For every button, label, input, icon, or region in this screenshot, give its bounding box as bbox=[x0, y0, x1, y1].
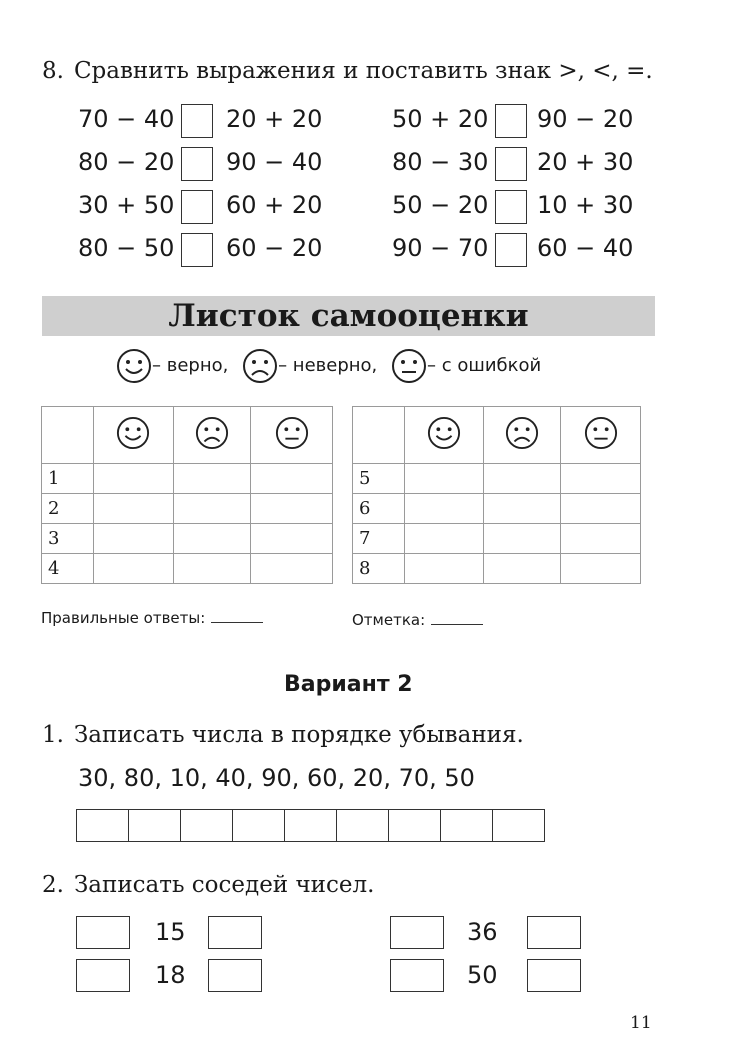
row-number: 1 bbox=[42, 464, 94, 494]
neighbor-number: 15 bbox=[155, 918, 186, 946]
compare-box[interactable] bbox=[495, 104, 527, 138]
neighbor-number: 50 bbox=[467, 961, 498, 989]
answer-cell[interactable] bbox=[285, 810, 337, 841]
table-cell[interactable] bbox=[251, 554, 333, 584]
smile-icon bbox=[116, 348, 152, 384]
table-row bbox=[353, 524, 641, 554]
row-number: 8 bbox=[353, 554, 405, 584]
number-sequence: 30, 80, 10, 40, 90, 60, 20, 70, 50 bbox=[78, 764, 475, 792]
task-8-heading bbox=[42, 58, 653, 84]
table-row bbox=[353, 464, 641, 494]
table-cell[interactable] bbox=[404, 464, 483, 494]
table-cell[interactable] bbox=[483, 524, 561, 554]
table-cell bbox=[353, 407, 405, 464]
neighbor-box[interactable] bbox=[76, 916, 130, 949]
task-number: 8. bbox=[42, 58, 64, 84]
row-number: 3 bbox=[42, 524, 94, 554]
expression: 30 + 50 bbox=[78, 191, 175, 219]
table-cell[interactable] bbox=[404, 494, 483, 524]
answer-cell[interactable] bbox=[441, 810, 493, 841]
task-number: 1. bbox=[42, 722, 64, 748]
face-legend bbox=[116, 348, 541, 384]
answer-cell[interactable] bbox=[493, 810, 544, 841]
smile-icon bbox=[427, 416, 461, 450]
answer-cell[interactable] bbox=[337, 810, 389, 841]
compare-box[interactable] bbox=[181, 104, 213, 138]
compare-box[interactable] bbox=[181, 147, 213, 181]
row-number: 2 bbox=[42, 494, 94, 524]
legend-correct: – верно, bbox=[152, 355, 229, 376]
expression: 60 − 40 bbox=[537, 234, 634, 262]
table-row bbox=[353, 494, 641, 524]
table-cell[interactable] bbox=[561, 494, 641, 524]
neutral-face-icon bbox=[584, 416, 618, 450]
expression: 60 + 20 bbox=[226, 191, 323, 219]
neighbor-box[interactable] bbox=[76, 959, 130, 992]
frown-icon bbox=[195, 416, 229, 450]
table-cell[interactable] bbox=[483, 464, 561, 494]
table-cell[interactable] bbox=[251, 464, 333, 494]
neighbor-box[interactable] bbox=[208, 916, 262, 949]
neighbor-number: 36 bbox=[467, 918, 498, 946]
compare-box[interactable] bbox=[495, 233, 527, 267]
task-title: Записать соседей чисел. bbox=[73, 872, 375, 898]
variant-title: Вариант 2 bbox=[284, 672, 413, 697]
answer-cell[interactable] bbox=[181, 810, 233, 841]
compare-box[interactable] bbox=[181, 233, 213, 267]
neighbor-number: 18 bbox=[155, 961, 186, 989]
neighbor-box[interactable] bbox=[208, 959, 262, 992]
table-cell[interactable] bbox=[251, 494, 333, 524]
row-number: 7 bbox=[353, 524, 405, 554]
table-row bbox=[42, 494, 333, 524]
expression: 60 − 20 bbox=[226, 234, 323, 262]
compare-box[interactable] bbox=[495, 147, 527, 181]
table-cell[interactable] bbox=[561, 464, 641, 494]
compare-box[interactable] bbox=[181, 190, 213, 224]
answer-cell[interactable] bbox=[77, 810, 129, 841]
expression: 70 − 40 bbox=[78, 105, 175, 133]
correct-answers-label: Правильные ответы: bbox=[41, 609, 206, 627]
neutral-face-icon bbox=[275, 416, 309, 450]
table-row bbox=[42, 464, 333, 494]
page-number: 11 bbox=[630, 1013, 652, 1033]
table-cell bbox=[483, 407, 561, 464]
table-cell[interactable] bbox=[93, 554, 173, 584]
answer-cell[interactable] bbox=[129, 810, 181, 841]
mark-label: Отметка: bbox=[352, 611, 426, 629]
row-number: 5 bbox=[353, 464, 405, 494]
neutral-face-icon bbox=[391, 348, 427, 384]
table-cell bbox=[42, 407, 94, 464]
row-number: 4 bbox=[42, 554, 94, 584]
table-row bbox=[42, 524, 333, 554]
table-cell[interactable] bbox=[93, 464, 173, 494]
expression: 80 − 20 bbox=[78, 148, 175, 176]
neighbor-box[interactable] bbox=[527, 916, 581, 949]
expression: 10 + 30 bbox=[537, 191, 634, 219]
table-cell[interactable] bbox=[173, 464, 251, 494]
legend-with-error: – с ошибкой bbox=[427, 355, 542, 376]
table-cell[interactable] bbox=[483, 494, 561, 524]
table-row bbox=[42, 554, 333, 584]
correct-answers-line[interactable] bbox=[211, 622, 263, 623]
table-cell[interactable] bbox=[173, 554, 251, 584]
table-cell[interactable] bbox=[173, 494, 251, 524]
table-cell bbox=[173, 407, 251, 464]
table-cell[interactable] bbox=[404, 554, 483, 584]
neighbor-box[interactable] bbox=[390, 916, 444, 949]
smile-icon bbox=[116, 416, 150, 450]
mark-line[interactable] bbox=[431, 624, 483, 625]
expression: 80 − 50 bbox=[78, 234, 175, 262]
compare-box[interactable] bbox=[495, 190, 527, 224]
expression: 90 − 40 bbox=[226, 148, 323, 176]
table-cell[interactable] bbox=[483, 554, 561, 584]
table-header-row bbox=[42, 407, 333, 464]
assessment-table-left bbox=[41, 406, 333, 584]
neighbor-box[interactable] bbox=[527, 959, 581, 992]
correct-answers-field bbox=[41, 609, 263, 627]
task-title: Записать числа в порядке убывания. bbox=[73, 722, 524, 748]
self-assessment-banner bbox=[42, 296, 655, 336]
answer-cell[interactable] bbox=[389, 810, 441, 841]
row-number: 6 bbox=[353, 494, 405, 524]
table-cell bbox=[404, 407, 483, 464]
task-2-heading bbox=[42, 872, 374, 898]
assessment-table-right bbox=[352, 406, 641, 584]
expression: 80 − 30 bbox=[392, 148, 489, 176]
expression: 90 − 70 bbox=[392, 234, 489, 262]
self-assessment-title: Листок самооценки bbox=[168, 298, 529, 334]
table-cell[interactable] bbox=[93, 524, 173, 554]
table-cell[interactable] bbox=[251, 524, 333, 554]
task-title: Сравнить выражения и поставить знак >, <, =. bbox=[73, 58, 653, 84]
frown-icon bbox=[242, 348, 278, 384]
table-cell[interactable] bbox=[561, 524, 641, 554]
expression: 20 + 20 bbox=[226, 105, 323, 133]
expression: 90 − 20 bbox=[537, 105, 634, 133]
expression: 50 + 20 bbox=[392, 105, 489, 133]
legend-incorrect: – неверно, bbox=[278, 355, 378, 376]
task-number: 2. bbox=[42, 872, 64, 898]
answer-strip bbox=[76, 809, 545, 842]
table-cell[interactable] bbox=[93, 494, 173, 524]
table-cell[interactable] bbox=[173, 524, 251, 554]
table-cell[interactable] bbox=[561, 554, 641, 584]
table-header-row bbox=[353, 407, 641, 464]
table-cell[interactable] bbox=[404, 524, 483, 554]
table-row bbox=[353, 554, 641, 584]
expression: 50 − 20 bbox=[392, 191, 489, 219]
expression: 20 + 30 bbox=[537, 148, 634, 176]
neighbor-box[interactable] bbox=[390, 959, 444, 992]
table-cell bbox=[251, 407, 333, 464]
table-cell bbox=[561, 407, 641, 464]
answer-cell[interactable] bbox=[233, 810, 285, 841]
mark-field bbox=[352, 611, 483, 629]
task-1-heading bbox=[42, 722, 524, 748]
table-cell bbox=[93, 407, 173, 464]
frown-icon bbox=[505, 416, 539, 450]
